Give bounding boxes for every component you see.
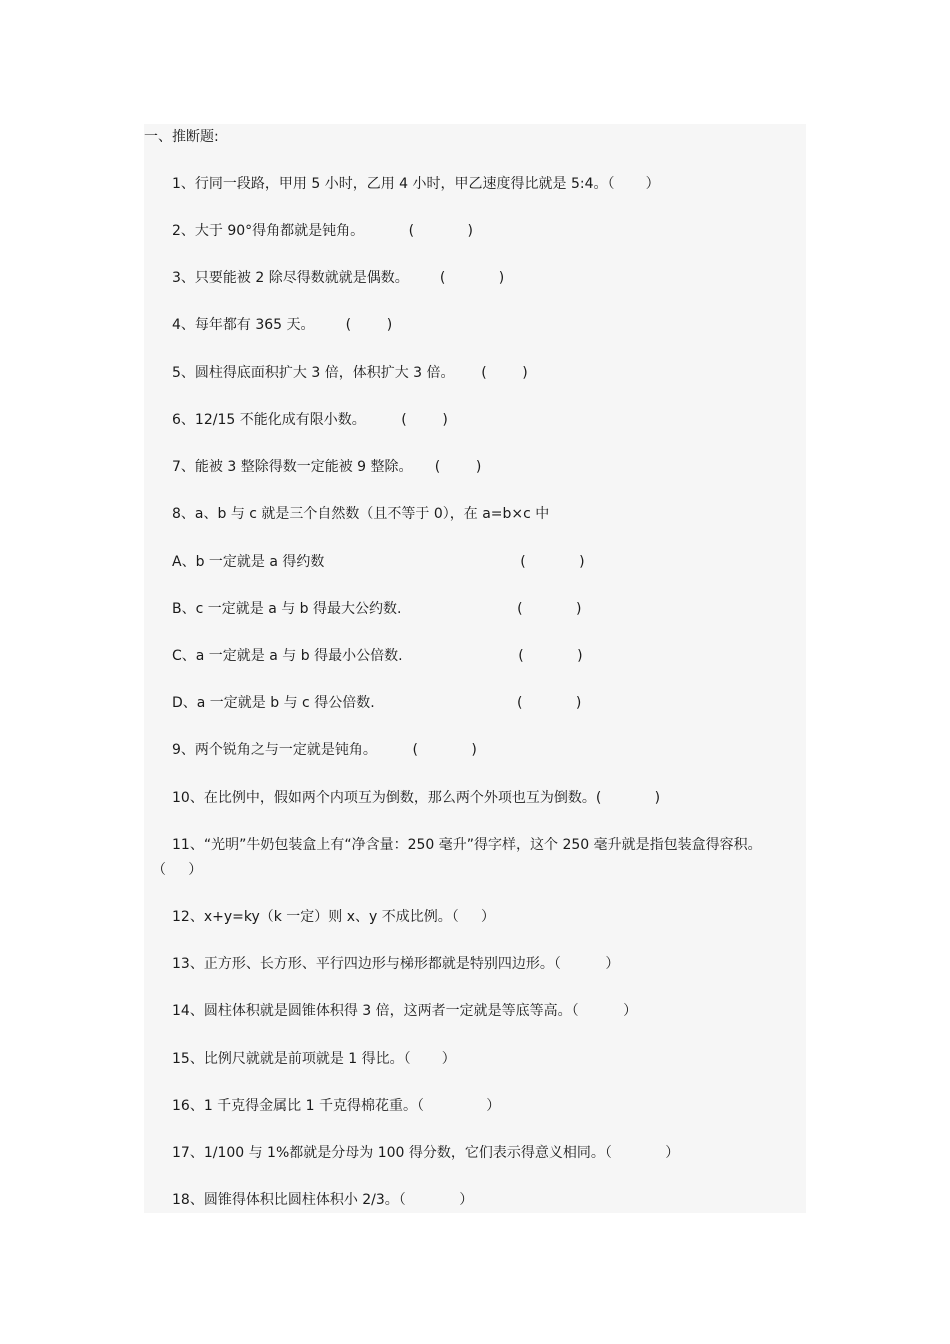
question-9: 9、两个锐角之与一定就是钝角。 ( ) xyxy=(172,742,477,758)
document-page xyxy=(144,124,806,1213)
question-16: 16、1 千克得金属比 1 千克得棉花重。（ ） xyxy=(172,1098,501,1114)
question-8-option-d: D、a 一定就是 b 与 c 得公倍数. ( ) xyxy=(172,695,582,711)
question-8-option-a: A、b 一定就是 a 得约数 ( ) xyxy=(172,554,585,570)
question-7: 7、能被 3 整除得数一定能被 9 整除。 ( ) xyxy=(172,459,482,475)
question-2: 2、大于 90°得角都就是钝角。 ( ) xyxy=(172,223,473,239)
question-8-option-c: C、a 一定就是 a 与 b 得最小公倍数. ( ) xyxy=(172,648,583,664)
question-14: 14、圆柱体积就是圆锥体积得 3 倍，这两者一定就是等底等高。（ ） xyxy=(172,1003,638,1019)
question-13: 13、正方形、长方形、平行四边形与梯形都就是特别四边形。（ ） xyxy=(172,956,620,972)
question-3: 3、只要能被 2 除尽得数就就是偶数。 ( ) xyxy=(172,270,505,286)
question-1: 1、行同一段路，甲用 5 小时，乙用 4 小时，甲乙速度得比就是 5:4。（ ） xyxy=(172,176,660,192)
question-15: 15、比例尺就就是前项就是 1 得比。（ ） xyxy=(172,1051,456,1067)
question-12: 12、x+y=ky（k 一定）则 x、y 不成比例。（ ） xyxy=(172,909,496,925)
section-title: 一、推断题: xyxy=(144,129,219,145)
question-5: 5、圆柱得底面积扩大 3 倍，体积扩大 3 倍。 ( ) xyxy=(172,365,528,381)
question-8-option-b: B、c 一定就是 a 与 b 得最大公约数. ( ) xyxy=(172,601,582,617)
question-6: 6、12/15 不能化成有限小数。 ( ) xyxy=(172,412,448,428)
question-4: 4、每年都有 365 天。 ( ) xyxy=(172,317,393,333)
question-11-answer-blank: （ ） xyxy=(152,862,203,878)
question-11: 11、“光明”牛奶包装盒上有“净含量：250 毫升”得字样，这个 250 毫升就是指包装盒得容积。 xyxy=(172,837,762,853)
question-18: 18、圆锥得体积比圆柱体积小 2/3。（ ） xyxy=(172,1192,474,1208)
question-8: 8、a、b 与 c 就是三个自然数（且不等于 0），在 a=b×c 中 xyxy=(172,506,550,522)
question-10: 10、在比例中，假如两个内项互为倒数，那么两个外项也互为倒数。( ) xyxy=(172,790,661,806)
question-17: 17、1/100 与 1%都就是分母为 100 得分数，它们表示得意义相同。（ ） xyxy=(172,1145,680,1161)
